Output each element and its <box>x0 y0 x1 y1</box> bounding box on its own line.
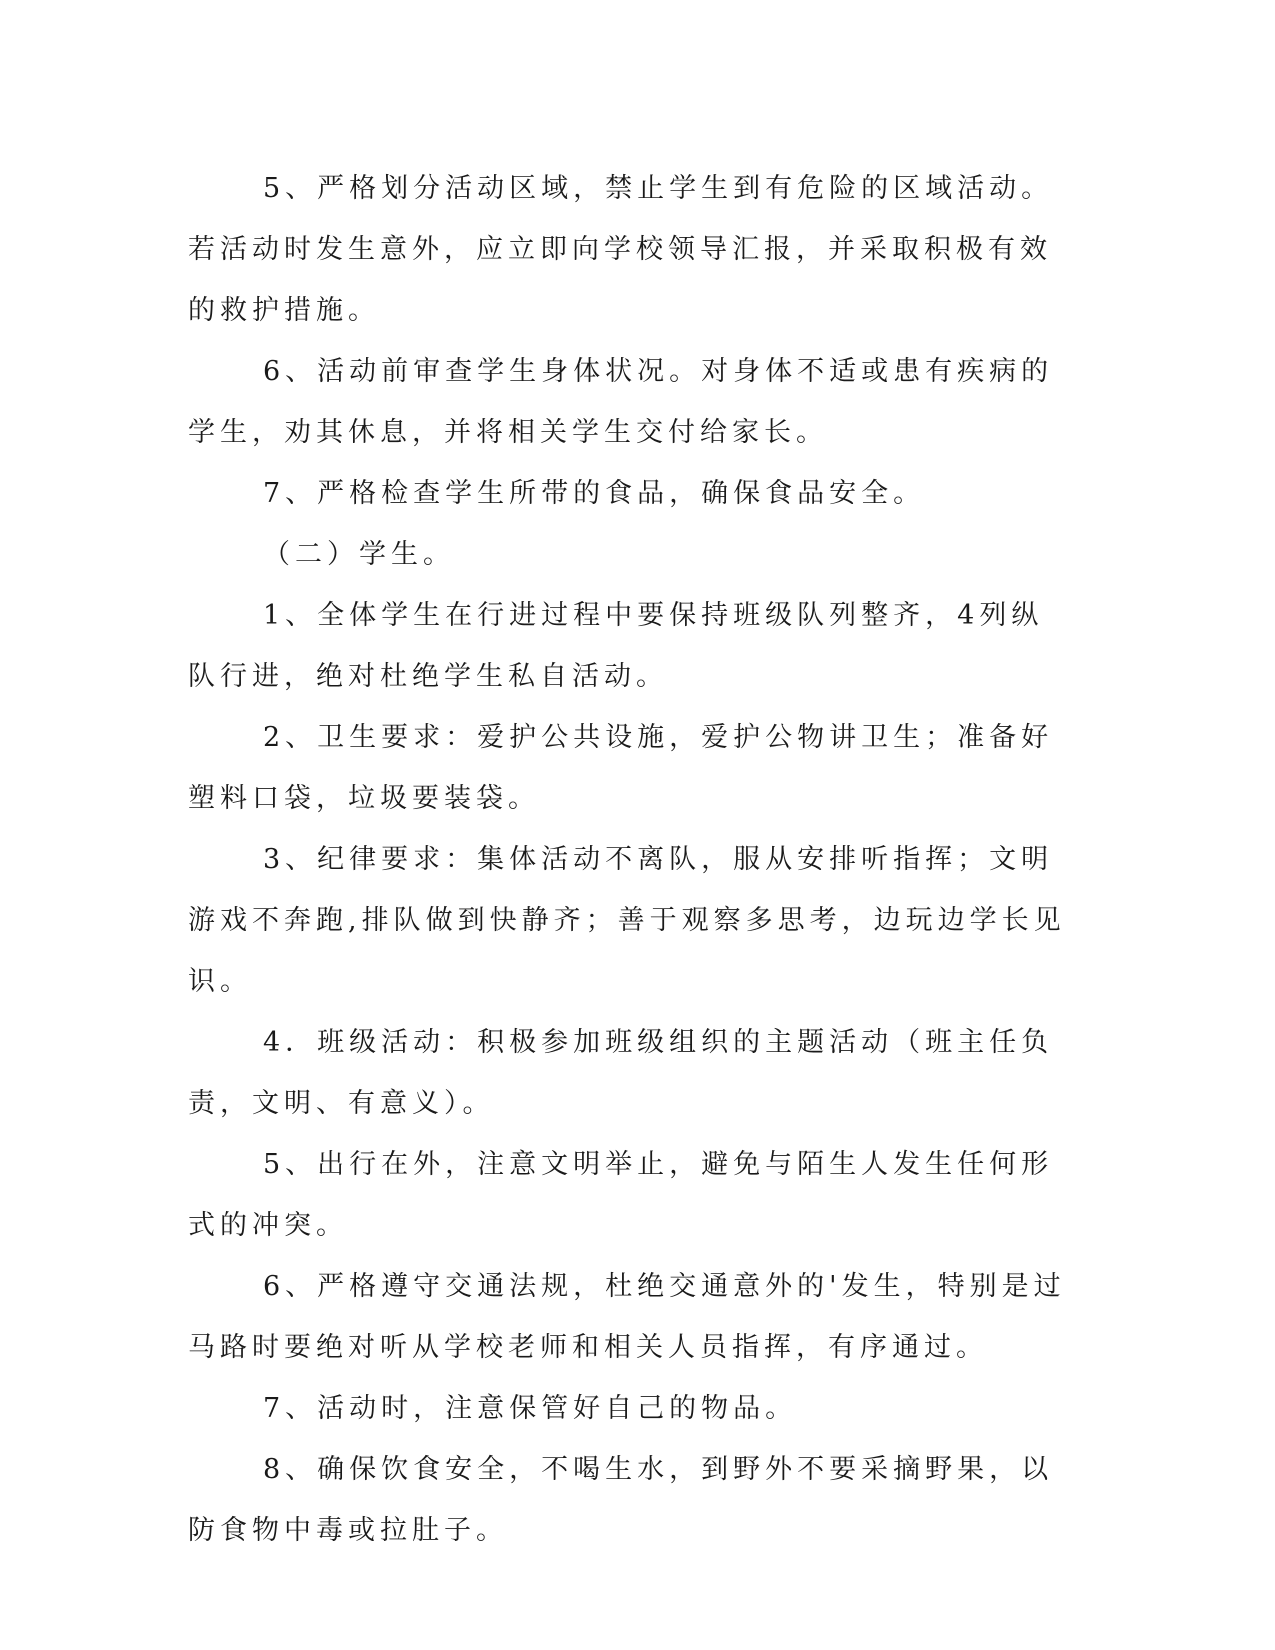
paragraph-student-item-7: 7、活动时，注意保管好自己的物品。 <box>263 1393 798 1424</box>
paragraph-student-item-5: 5、出行在外，注意文明举止，避免与陌生人发生任何形式的冲突。 <box>188 1149 1054 1241</box>
section-heading-students: （二）学生。 <box>263 539 455 570</box>
paragraph-student-item-4: 4．班级活动：积极参加班级组织的主题活动（班主任负责，文明、有意义）。 <box>188 1027 1054 1119</box>
paragraph-student-item-2: 2、卫生要求：爱护公共设施，爱护公物讲卫生；准备好塑料口袋，垃圾要装袋。 <box>188 722 1054 814</box>
paragraph-student-item-3: 3、纪律要求：集体活动不离队，服从安排听指挥；文明游戏不奔跑,排队做到快静齐；善于观察多思考，边玩边学长见识。 <box>188 844 1066 997</box>
paragraph-student-item-1: 1、全体学生在行进过程中要保持班级队列整齐，4列纵队行进，绝对杜绝学生私自活动。 <box>188 600 1044 692</box>
paragraph-teacher-item-7: 7、严格检查学生所带的食品，确保食品安全。 <box>263 478 926 509</box>
paragraph-teacher-item-6: 6、活动前审查学生身体状况。对身体不适或患有疾病的学生，劝其休息，并将相关学生交付给家长。 <box>188 356 1054 448</box>
paragraph-teacher-item-5: 5、严格划分活动区域，禁止学生到有危险的区域活动。若活动时发生意外，应立即向学校领导汇报，并采取积极有效的救护措施。 <box>188 173 1054 326</box>
paragraph-student-item-8: 8、确保饮食安全，不喝生水，到野外不要采摘野果，以防食物中毒或拉肚子。 <box>188 1454 1054 1546</box>
paragraph-student-item-6: 6、严格遵守交通法规，杜绝交通意外的'发生，特别是过马路时要绝对听从学校老师和相关人员指挥，有序通过。 <box>188 1271 1066 1363</box>
document-body <box>188 158 1068 1561</box>
